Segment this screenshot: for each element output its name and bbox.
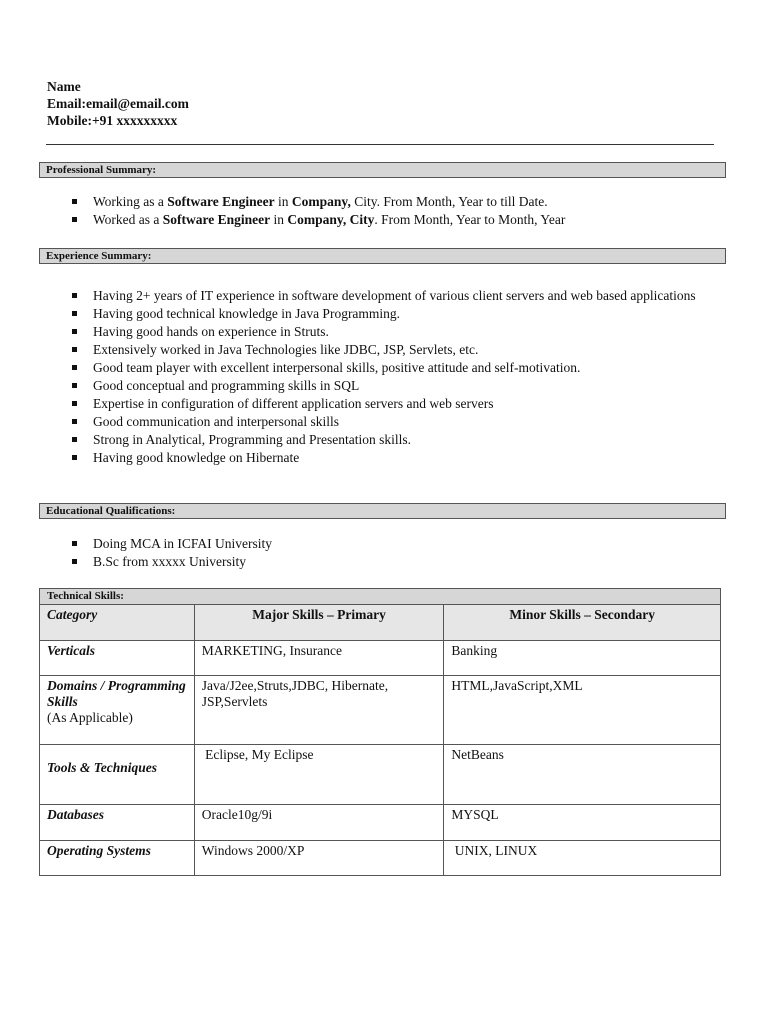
primary-cell: Windows 2000/XP xyxy=(194,841,444,876)
item-text: B.Sc from xxxxx University xyxy=(93,554,246,569)
item-text: Working as a xyxy=(93,194,168,209)
secondary-cell: UNIX, LINUX xyxy=(444,841,721,876)
email-line: Email:email@email.com xyxy=(47,96,189,111)
item-text: Having good knowledge on Hibernate xyxy=(93,450,300,465)
category-note: (As Applicable) xyxy=(47,710,133,725)
bullet-square-icon xyxy=(72,541,77,546)
candidate-name: Name xyxy=(47,79,81,94)
experience-summary-heading: Experience Summary: xyxy=(39,248,726,264)
bullet-square-icon xyxy=(72,329,77,334)
primary-cell: Java/J2ee,Struts,JDBC, Hibernate, JSP,Servlets xyxy=(194,676,444,745)
item-text: Worked as a xyxy=(93,212,163,227)
education-heading: Educational Qualifications: xyxy=(39,503,726,519)
secondary-cell: MYSQL xyxy=(444,805,721,841)
list-item xyxy=(70,535,272,553)
list-item xyxy=(70,305,720,323)
category-cell: Databases xyxy=(40,805,195,841)
item-text: Good conceptual and programming skills in SQL xyxy=(93,378,360,393)
category-header: Category xyxy=(40,605,195,641)
item-text: . From Month, Year to Month, Year xyxy=(374,212,566,227)
item-role: Software Engineer xyxy=(167,194,275,209)
item-company: Company, City xyxy=(287,212,375,227)
list-item xyxy=(70,377,720,395)
bullet-square-icon xyxy=(72,293,77,298)
contact-header xyxy=(47,78,189,129)
technical-skills-heading: Technical Skills: xyxy=(40,589,721,605)
list-item xyxy=(70,449,720,467)
secondary-skills-header: Minor Skills – Secondary xyxy=(444,605,721,641)
category-cell xyxy=(40,676,195,745)
item-text: in xyxy=(270,212,288,227)
bullet-square-icon xyxy=(72,383,77,388)
table-caption-row xyxy=(40,589,721,605)
item-text: Extensively worked in Java Technologies like JDBC, JSP, Servlets, etc. xyxy=(93,342,479,357)
item-text: Strong in Analytical, Programming and Presentation skills. xyxy=(93,432,411,447)
table-row xyxy=(40,676,721,745)
list-item xyxy=(70,211,565,229)
list-item xyxy=(70,431,720,449)
primary-cell: Eclipse, My Eclipse xyxy=(194,745,444,805)
professional-summary-heading: Professional Summary: xyxy=(39,162,726,178)
list-item xyxy=(70,553,272,571)
primary-cell: Oracle10g/9i xyxy=(194,805,444,841)
item-text: Doing MCA in ICFAI University xyxy=(93,536,273,551)
table-row xyxy=(40,745,721,805)
secondary-cell: NetBeans xyxy=(444,745,721,805)
list-item xyxy=(70,413,720,431)
list-item xyxy=(70,287,720,305)
item-text: Good team player with excellent interpersonal skills, positive attitude and self-motivation. xyxy=(93,360,581,375)
bullet-square-icon xyxy=(72,419,77,424)
category-label: Domains / Programming Skills xyxy=(47,678,186,709)
table-row xyxy=(40,805,721,841)
item-text: in xyxy=(274,194,292,209)
bullet-square-icon xyxy=(72,401,77,406)
bullet-square-icon xyxy=(72,365,77,370)
list-item xyxy=(70,341,720,359)
category-cell: Tools & Techniques xyxy=(40,745,195,805)
experience-summary-list xyxy=(70,287,720,467)
category-cell: Operating Systems xyxy=(40,841,195,876)
item-text: Having 2+ years of IT experience in software development of various client servers and web based applications xyxy=(93,288,696,303)
professional-summary-list xyxy=(70,193,565,229)
table-row xyxy=(40,841,721,876)
technical-skills-table xyxy=(39,588,721,876)
item-text: Having good technical knowledge in Java Programming. xyxy=(93,306,401,321)
item-role: Software Engineer xyxy=(162,212,271,227)
item-text: Expertise in configuration of different application servers and web servers xyxy=(93,396,494,411)
list-item xyxy=(70,395,720,413)
bullet-square-icon xyxy=(72,437,77,442)
item-text: Having good hands on experience in Struts. xyxy=(93,324,329,339)
secondary-cell: Banking xyxy=(444,641,721,676)
bullet-square-icon xyxy=(72,559,77,564)
bullet-square-icon xyxy=(72,347,77,352)
item-company: Company, xyxy=(291,194,351,209)
item-text: Good communication and interpersonal skills xyxy=(93,414,339,429)
mobile-line: Mobile:+91 xxxxxxxxx xyxy=(47,113,178,128)
primary-skills-header: Major Skills – Primary xyxy=(194,605,444,641)
table-row xyxy=(40,641,721,676)
list-item xyxy=(70,323,720,341)
header-divider xyxy=(46,144,714,145)
bullet-square-icon xyxy=(72,455,77,460)
bullet-square-icon xyxy=(72,199,77,204)
bullet-square-icon xyxy=(72,217,77,222)
item-text: City. From Month, Year to till Date. xyxy=(350,194,548,209)
list-item xyxy=(70,359,720,377)
table-header-row xyxy=(40,605,721,641)
category-cell: Verticals xyxy=(40,641,195,676)
education-list xyxy=(70,535,272,571)
bullet-square-icon xyxy=(72,311,77,316)
primary-cell: MARKETING, Insurance xyxy=(194,641,444,676)
secondary-cell: HTML,JavaScript,XML xyxy=(444,676,721,745)
list-item xyxy=(70,193,565,211)
